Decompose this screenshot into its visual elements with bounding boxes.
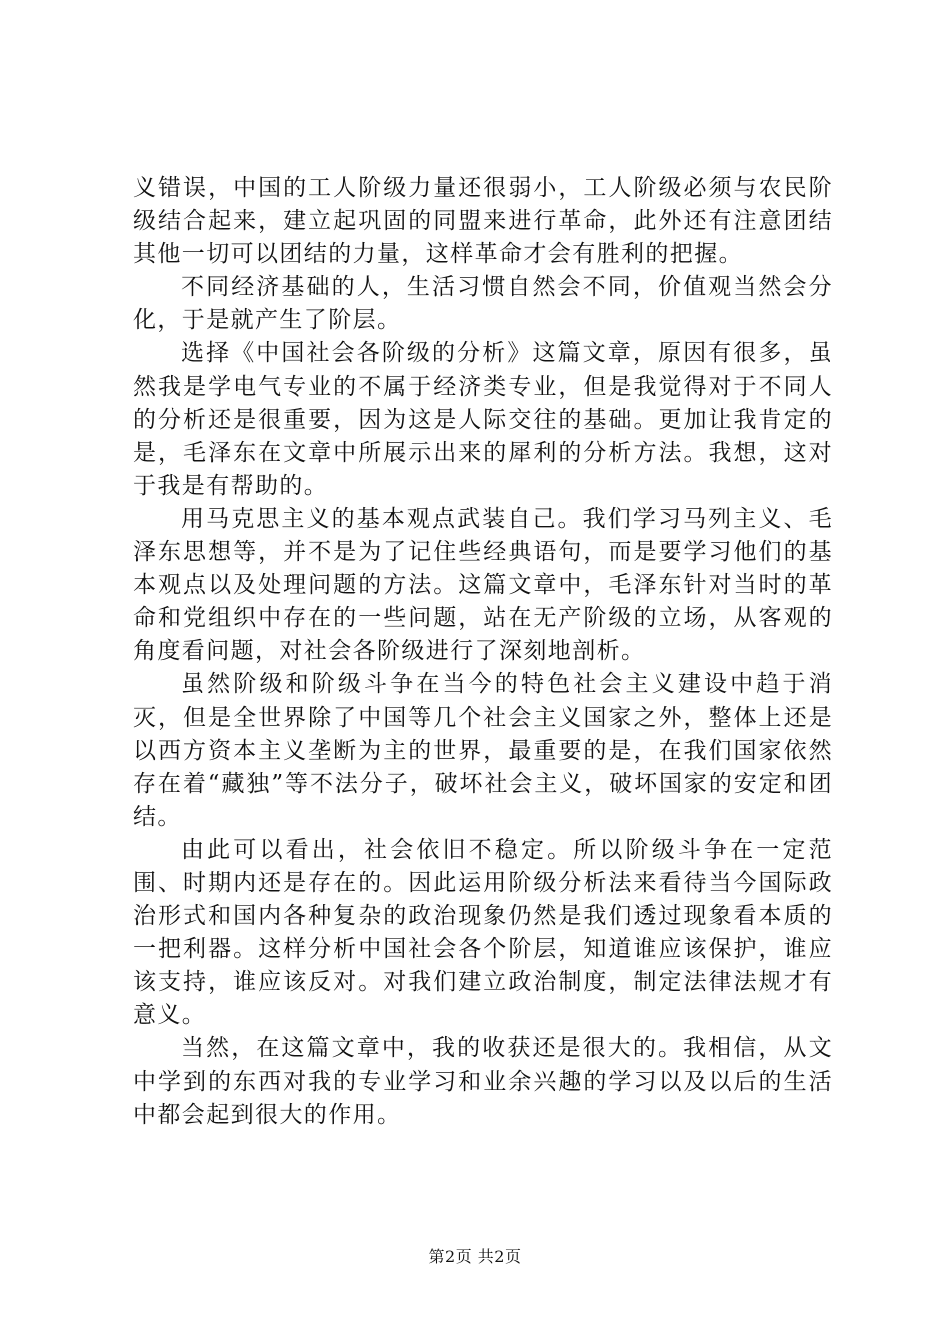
- paragraph-economic-basis: 不同经济基础的人，生活习惯自然会不同，价值观当然会分化，于是就产生了阶层。: [133, 274, 833, 334]
- page-footer: 第2页 共2页: [428, 1247, 522, 1266]
- document-body: [133, 172, 833, 1132]
- paragraph-continued: 义错误，中国的工人阶级力量还很弱小，工人阶级必须与农民阶级结合起来，建立起巩固的同盟来进行革命，此外还有注意团结其他一切可以团结的力量，这样革命才会有胜利的把握。: [133, 175, 833, 268]
- paragraph-society-unstable: 由此可以看出，社会依旧不稳定。所以阶级斗争在一定范围、时期内还是存在的。因此运用阶级分析法来看待当今国际政治形式和国内各种复杂的政治现象仍然是我们透过现象看本质的一把利器。这样分析中国社会各个阶层，知道谁应该保护，谁应该支持，谁应该反对。对我们建立政治制度，制定法律法规才有意义。: [133, 836, 833, 1029]
- paragraph-class-struggle: 虽然阶级和阶级斗争在当今的特色社会主义建设中趋于消灭，但是全世界除了中国等几个社会主义国家之外，整体上还是以西方资本主义垄断为主的世界，最重要的是，在我们国家依然存在着“藏独”等不法分子，破坏社会主义，破坏国家的安定和团结。: [133, 671, 833, 830]
- paragraph-conclusion: 当然，在这篇文章中，我的收获还是很大的。我相信，从文中学到的东西对我的专业学习和业余兴趣的学习以及以后的生活中都会起到很大的作用。: [133, 1035, 833, 1128]
- paragraph-article-choice: 选择《中国社会各阶级的分析》这篇文章，原因有很多，虽然我是学电气专业的不属于经济类专业，但是我觉得对于不同人的分析还是很重要，因为这是人际交往的基础。更加让我肯定的是，毛泽东在文章中所展示出来的犀利的分析方法。我想，这对于我是有帮助的。: [133, 340, 833, 499]
- paragraph-marxism: 用马克思主义的基本观点武装自己。我们学习马列主义、毛泽东思想等，并不是为了记住些经典语句，而是要学习他们的基本观点以及处理问题的方法。这篇文章中，毛泽东针对当时的革命和党组织中存在的一些问题，站在无产阶级的立场，从客观的角度看问题，对社会各阶级进行了深刻地剖析。: [133, 505, 833, 665]
